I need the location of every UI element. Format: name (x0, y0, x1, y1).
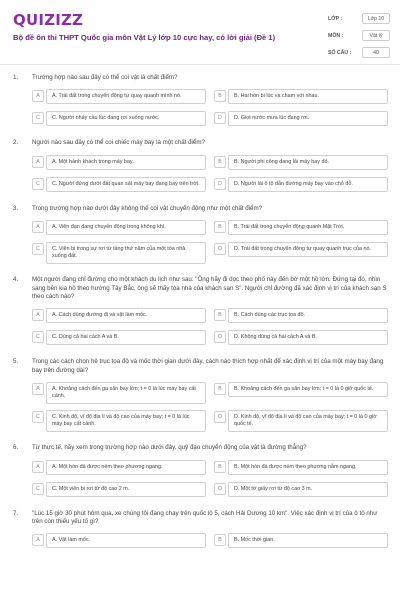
option-letter-badge: B (214, 221, 226, 233)
option-text: A. Khoảng cách đến ga sân bay lớn; t = 0 là lúc máy bay cất cánh. (46, 382, 206, 404)
answer-option[interactable] (32, 155, 206, 171)
option-letter-badge: C (32, 243, 44, 255)
answer-option[interactable] (214, 89, 388, 105)
option-letter-badge: A (32, 534, 44, 546)
question-text: Trong các cách chọn hệ trục tọa độ và mốc thời gian dưới đây, cách nào thích hợp nhất để xác định vị trí của một máy bay đang bay trên đường dài? (32, 358, 384, 374)
question-item (0, 510, 400, 550)
option-letter-badge: C (32, 178, 44, 190)
worksheet-title: Bộ đề ôn thi THPT Quốc gia môn Vật Lý lớp 10 cực hay, có lời giải (Đề 1) (13, 33, 276, 42)
header-divider (0, 64, 400, 65)
question-count-row (328, 46, 390, 59)
option-text: B. Cách dùng các trục tọa độ. (228, 308, 388, 323)
answer-options (32, 382, 388, 432)
option-text: C. Người nhảy cầu lúc đang rơi xuống nước. (46, 111, 206, 126)
option-letter-badge: C (32, 483, 44, 495)
option-text: A. Viên đạn đang chuyển động trong không khí. (46, 220, 206, 235)
answer-option[interactable] (32, 410, 206, 432)
option-text: B. Trái đất trong chuyển động quanh Mặt Trời. (228, 220, 388, 235)
quizizz-logo: QUIZIZZ (13, 11, 84, 29)
option-letter-badge: A (32, 221, 44, 233)
answer-option[interactable] (214, 177, 388, 193)
question-number: 3. (13, 204, 19, 212)
answer-option[interactable] (214, 330, 388, 346)
question-list (0, 74, 400, 561)
answer-option[interactable] (32, 382, 206, 404)
option-text: B. Người phi công đang lái máy bay đó. (228, 155, 388, 170)
answer-option[interactable] (32, 177, 206, 193)
answer-option[interactable] (32, 330, 206, 346)
answer-option[interactable] (214, 155, 388, 171)
question-item (0, 205, 400, 264)
grade-row (328, 12, 390, 25)
answer-option[interactable] (32, 533, 206, 549)
option-text: D. Người lái ô tô dẫn đường máy bay vào chỗ đỗ. (228, 177, 388, 192)
answer-option[interactable] (214, 308, 388, 324)
option-text: D. Giọt nước mưa lúc đang rơi. (228, 111, 388, 126)
answer-options (32, 460, 388, 498)
option-text: B. Mốc thời gian. (228, 533, 388, 548)
worksheet-info (328, 12, 390, 63)
option-letter-badge: B (214, 461, 226, 473)
option-letter-badge: A (32, 461, 44, 473)
question-text: Trong trường hợp nào dưới đây không thể coi vật chuyển động như một chất điểm? (32, 204, 263, 212)
subject-row (328, 29, 390, 42)
option-letter-badge: C (32, 331, 44, 343)
question-item (0, 276, 400, 346)
option-letter-badge: A (32, 383, 44, 395)
option-letter-badge: D (214, 112, 226, 124)
question-text: Người nào sau đây có thể coi chiếc máy bay là một chất điểm? (32, 139, 205, 147)
option-text: A. Vật làm mốc. (46, 533, 206, 548)
answer-options (32, 533, 388, 549)
answer-option[interactable] (32, 220, 206, 236)
answer-option[interactable] (214, 410, 388, 432)
question-count-value: 40 (362, 47, 390, 58)
question-number: 4. (13, 276, 19, 284)
option-text: B. Một hòn đá được ném theo phương nằm ngang. (228, 460, 388, 475)
question-text: "Lúc 15 giờ 30 phút hôm qua, xe chúng tôi đang chạy trên quốc lộ 5, cách Hải Dương 10 km". Việc xác định vị trí của ô tô như trên còn thiếu yếu tố gì? (32, 509, 378, 526)
option-letter-badge: D (214, 411, 226, 423)
option-letter-badge: C (32, 411, 44, 423)
option-text: D. Một tờ giấy rơi từ độ cao 3 m. (228, 482, 388, 497)
option-text: A. Một hành khách trong máy bay. (46, 155, 206, 170)
answer-options (32, 89, 388, 127)
answer-option[interactable] (214, 382, 388, 404)
option-text: D. Không dùng cả hai cách A và B. (228, 330, 388, 345)
grade-value: Lớp 10 (362, 13, 390, 24)
question-item (0, 358, 400, 432)
question-item (0, 444, 400, 497)
option-letter-badge: D (214, 243, 226, 255)
option-letter-badge: A (32, 156, 44, 168)
option-letter-badge: B (214, 90, 226, 102)
option-letter-badge: C (32, 112, 44, 124)
question-item (0, 74, 400, 127)
option-letter-badge: A (32, 309, 44, 321)
answer-option[interactable] (214, 220, 388, 236)
question-count-label: SỐ CÂU : (328, 49, 352, 56)
answer-options (32, 308, 388, 346)
option-letter-badge: D (214, 483, 226, 495)
question-text: Trường hợp nào sau đây có thể coi vật là chất điểm? (32, 74, 178, 81)
option-letter-badge: B (214, 309, 226, 321)
subject-label: MÔN : (328, 32, 344, 39)
answer-options (32, 220, 388, 264)
option-text: C. Dùng cả hai cách A và B. (46, 330, 206, 345)
answer-option[interactable] (214, 111, 388, 127)
option-text: B. Hai hòn bi lúc va chạm với nhau. (228, 89, 388, 104)
option-text: C. Người đứng dưới đất quan sát máy bay đang bay trên trời. (46, 177, 206, 192)
option-letter-badge: D (214, 178, 226, 190)
answer-option[interactable] (32, 89, 206, 105)
option-text: B. Khoảng cách đến ga sân bay lớn; t = 0 là 0 giờ quốc tế. (228, 382, 388, 397)
question-number: 7. (13, 509, 19, 517)
grade-label: LỚP : (328, 15, 343, 22)
option-letter-badge: A (32, 90, 44, 102)
question-number: 2. (13, 139, 19, 147)
question-number: 6. (13, 444, 19, 452)
answer-option[interactable] (32, 308, 206, 324)
option-text: D. Trái đất trong chuyển động tự quay quanh trục của nó. (228, 242, 388, 257)
answer-option[interactable] (214, 242, 388, 264)
question-item (0, 139, 400, 192)
option-text: C. Kinh độ, vĩ độ địa lí và độ cao của máy bay; t = 0 là lúc máy bay cất cánh. (46, 410, 206, 432)
option-letter-badge: B (214, 534, 226, 546)
answer-option[interactable] (32, 482, 206, 498)
worksheet-header (0, 0, 400, 68)
option-text: A. Trái đất trong chuyển động tự quay quanh mình nó. (46, 89, 206, 104)
answer-option[interactable] (32, 460, 206, 476)
answer-option[interactable] (214, 460, 388, 476)
option-letter-badge: B (214, 156, 226, 168)
question-text: Một người đang chỉ đường cho một khách du lịch như sau: "Ông hãy đi dọc theo phố này đến bờ một hồ lớn. Đứng tại đó, nhìn sang bên kia hồ theo hướng Tây Bắc, ông sẽ thấy tòa nhà của khách sạn S". Người chỉ đường đã xác định vị trí của khách sạn S theo cách nào? (32, 276, 387, 301)
option-text: C. Một viên bi rơi từ độ cao 2 m. (46, 482, 206, 497)
option-letter-badge: D (214, 331, 226, 343)
answer-option[interactable] (32, 111, 206, 127)
question-number: 1. (13, 74, 19, 81)
answer-options (32, 155, 388, 193)
option-text: C. Viên bi trong sự rơi từ tầng thứ năm của một tòa nhà xuống đất. (46, 242, 206, 264)
option-letter-badge: B (214, 383, 226, 395)
answer-option[interactable] (214, 482, 388, 498)
option-text: D. Kinh độ, vĩ độ địa lí và độ cao của máy bay; t = 0 là 0 giờ quốc tế. (228, 410, 388, 432)
question-text: Từ thực tế, hãy xem trong trường hợp nào dưới đây, quỹ đạo chuyển động của vật là đường thẳng? (32, 444, 307, 452)
answer-option[interactable] (32, 242, 206, 264)
question-number: 5. (13, 358, 19, 366)
subject-value: Vật lý (362, 30, 390, 41)
option-text: A. Cách dùng đường đi và vật làm mốc. (46, 308, 206, 323)
answer-option[interactable] (214, 533, 388, 549)
option-text: A. Một hòn đá được ném theo phương ngang. (46, 460, 206, 475)
